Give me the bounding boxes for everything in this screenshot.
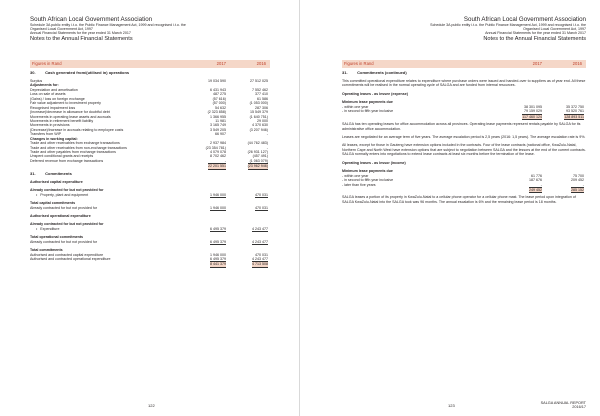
value-2017: 6 431 943: [210, 87, 226, 92]
row-label: Loss on sale of assets: [30, 92, 66, 97]
row-label: Already contracted for but not provided for: [30, 205, 98, 210]
value-2017: 1 946 000: [210, 205, 226, 210]
value-2017: -: [224, 158, 226, 163]
value-2017: (57 000): [212, 101, 226, 106]
row-label: Authorised and contracted capital expenditure: [30, 252, 104, 257]
row-label: Surplus: [30, 79, 43, 83]
value-2017: 61 776: [531, 173, 542, 178]
value-2016: (1 640 751): [249, 114, 268, 119]
value-2016: 4 243 477: [252, 226, 268, 231]
row-label: - later than five years: [342, 182, 376, 187]
row-label: Already contracted for but not provided for: [30, 239, 98, 244]
table-row: [30, 206, 270, 210]
cash-flow-table: [30, 79, 270, 168]
table-row: [30, 227, 270, 231]
table-row: [30, 163, 270, 167]
value-2016: 7 552 462: [252, 87, 268, 92]
value-2017: 117 460 124: [522, 114, 542, 119]
value-2016: 4 243 477: [252, 239, 268, 244]
row-label: Unspent conditional grants and receipts: [30, 154, 94, 159]
bullet-icon: •: [36, 192, 38, 197]
page-header: [30, 16, 280, 42]
row-label: Transfers from WIP: [30, 132, 62, 137]
lessor-table: [342, 174, 586, 192]
value-2016: -: [266, 132, 268, 137]
row-label: Movements in operating lease assets and accruals: [30, 114, 111, 119]
value-2016: 128 893 511: [564, 114, 584, 119]
header-line: Organised Local Government Act, 1997: [523, 27, 586, 32]
year-2017: 2017: [532, 61, 542, 66]
row-label: Authorised and contracted operational expenditure: [30, 257, 111, 261]
value-2017: 187 676: [529, 178, 542, 183]
row-label: Movements in provisions: [30, 123, 70, 128]
section-number: 30.: [30, 70, 36, 75]
lessee-title: Operating leases - as lessee (expense): [342, 91, 408, 96]
subheading-text: Already contracted for but not provided for: [30, 188, 104, 193]
lease-note: SALGA has ten operating leases for office accommodation across all provinces. Operating lease payments represent rentals payable by SALGA for its administrative office accommodation.: [342, 122, 581, 131]
value-2016: -: [266, 145, 268, 150]
value-2017: -: [540, 182, 542, 187]
value-2016: 470 031: [255, 205, 268, 210]
subheading: [30, 180, 270, 184]
lessor-title: Operating leases - as lessor (income): [342, 160, 406, 165]
value-2016: 61 586: [257, 96, 268, 101]
header-line: Schedule 3A public entity i.t.o. the Public Finance Management Act, 1999 and recognised i.t.o. the: [430, 23, 586, 28]
value-2017: 22 201 551: [208, 164, 226, 169]
table-row: [30, 261, 270, 265]
row-label: (Decrease)/increase in accruals relating to employee costs: [30, 127, 124, 132]
value-2016: (1 063 079): [249, 158, 268, 163]
value-2017: 6 495 379: [210, 257, 226, 261]
table-row: [30, 240, 270, 244]
subheading-text: Total commitments: [30, 248, 63, 253]
table-row: [30, 193, 270, 197]
value-2017: 3 549 205: [210, 127, 226, 132]
header-line: Schedule 3A public entity i.t.o. the Public Finance Management Act, 1999 and recognised i.t.o. the: [30, 23, 186, 28]
row-label: (Gains) / loss on foreign exchange: [30, 96, 85, 101]
value-2016: (1 053 000): [249, 101, 268, 106]
section-number: 31.: [30, 170, 36, 176]
value-2016: -: [582, 182, 584, 187]
subheading-text: Authorised operational expenditure: [30, 213, 91, 218]
value-2016: (3 207 946): [249, 127, 268, 132]
value-2017: (57 616): [212, 96, 226, 101]
page-number: 122: [148, 403, 155, 408]
figures-band: [342, 60, 586, 68]
lease-note: Leases are negotiated for an average term of five years. The average escalation period is 2,5 years (2016: 1,5 years). The average escalation rate is 9%.: [342, 135, 586, 139]
table-row: [342, 114, 586, 118]
value-2017: 19 034 590: [208, 79, 226, 83]
row-label: Changes in working capital:: [30, 136, 78, 141]
row-label: [36, 193, 88, 197]
value-2016: 4 243 477: [252, 257, 268, 261]
value-2016: (23 962 946): [247, 164, 268, 169]
section-number: 31.: [342, 70, 348, 75]
value-2017: 487 275: [213, 92, 226, 97]
value-2016: (457 491): [252, 154, 268, 159]
value-2016: 15 549 379: [250, 110, 268, 115]
value-2016: 27 512 025: [250, 79, 268, 83]
value-2017: (2 323 858): [207, 110, 226, 115]
value-2017: (23 354 781): [205, 145, 226, 150]
commitments-note: This committed operational expenditure relates to expenditure where purchase orders were issued and handed-over to suppliers as of year end. All these commitments will be realised in the normal operating cycle of SALGA and are funded from internal resources.: [342, 79, 586, 88]
lease-note: All leases, except for those in Gauteng have extension options included in the contracts. Four of the lease contracts (national office, KwaZulu-Natal, Northern Cape and North West have extension options that are subject to negotiation between SALGA and the lessors at the end of the current contracts. SALGA normally enters into negotiations to extend lease contracts at least six months before the termination of the lease.: [342, 143, 586, 157]
header-line: Annual Financial Statements for the year ended 31 March 2017: [30, 31, 131, 36]
value-2016: 29 000: [257, 118, 268, 123]
value-2017: 8 441 379: [210, 262, 226, 267]
value-2017: 54 632: [215, 105, 226, 110]
header-subtitle: Notes to the Annual Financial Statements: [483, 35, 586, 42]
value-2017: 249 452: [529, 188, 542, 192]
value-2017: 66 907: [215, 132, 226, 137]
row-label: Trade and other receivables from non-exchange transactions: [30, 145, 127, 150]
value-2017: 79 159 029: [524, 109, 542, 114]
commitments-table: [30, 180, 270, 266]
subheading: [30, 214, 270, 218]
report-title: SALGA ANNUAL REPORT: [540, 400, 586, 405]
row-label: Fair value adjustment to investment property: [30, 101, 101, 106]
value-2016: 209 452: [571, 178, 584, 183]
row-label: Depreciation and amortisation: [30, 87, 78, 92]
header-subtitle: Notes to the Annual Financial Statements: [30, 35, 133, 42]
header-line: Organised Local Government Act, 1997: [30, 27, 93, 32]
value-2017: 6 495 379: [210, 239, 226, 244]
subheading-text: Authorised capital expenditure: [30, 179, 83, 184]
row-label: - in second to fifth year inclusive: [342, 178, 394, 183]
subheading-text: Total capital commitments: [30, 201, 76, 206]
year-2016: 2016: [572, 61, 582, 66]
row-label: [36, 227, 59, 231]
value-2016: 377 410: [255, 92, 268, 97]
right-content: [342, 71, 586, 204]
subheading-text: Already contracted for but not provided for: [30, 222, 104, 227]
row-label-text: Property, plant and equipment: [40, 192, 89, 197]
header-line: Annual Financial Statements for the year ended 31 March 2017: [485, 31, 586, 36]
value-2016: 285 152: [571, 188, 584, 192]
row-label: Movements in retirement benefit liability: [30, 118, 94, 123]
value-2016: (44 762 483): [247, 141, 268, 146]
value-2017: 1 946 000: [210, 192, 226, 197]
org-name: South African Local Government Association: [30, 16, 153, 23]
lessee-table: [342, 105, 586, 118]
value-2017: 38 301 095: [524, 104, 542, 109]
value-2016: 4 370 630: [252, 123, 268, 128]
row-label: - within one year: [342, 173, 369, 178]
row-label: Trade and other receivables from exchange transactions: [30, 141, 120, 146]
org-name: South African Local Government Association: [463, 16, 586, 23]
value-2016: (26 931 127): [247, 150, 268, 154]
value-2016: 470 031: [255, 252, 268, 257]
value-2016: 470 031: [255, 192, 268, 197]
lessor-subtitle: Minimum lease payments due: [342, 169, 393, 174]
row-label: Trade and other payables from exchange transactions: [30, 150, 116, 154]
value-2017: 4 079 078: [210, 150, 226, 154]
value-2016: 287 306: [255, 105, 268, 110]
section-title: Commitments (continued): [357, 70, 407, 75]
page-number: 123: [448, 403, 455, 408]
section-title: Commitments: [45, 170, 72, 176]
value-2016: 4 713 508: [252, 262, 268, 267]
value-2016: 35 372 750: [566, 104, 584, 109]
value-2017: 2 937 984: [210, 141, 226, 146]
value-2017: 1 366 955: [210, 114, 226, 119]
value-2017: 11 981: [215, 118, 226, 123]
right-page: [300, 0, 600, 416]
bullet-icon: •: [36, 226, 38, 231]
row-label-text: Expenditure: [40, 226, 60, 231]
subheading-text: Total operational commitments: [30, 235, 84, 240]
section-title: Cash generated from/(utilised in) operations: [45, 70, 130, 75]
year-2017: 2017: [216, 61, 226, 66]
value-2016: 93 520 761: [566, 109, 584, 114]
value-2017: 6 495 379: [210, 226, 226, 231]
row-label: Adjustments for:: [30, 83, 59, 88]
row-label: Deferred revenue from exchange transactions: [30, 158, 104, 163]
value-2017: 8 702 462: [210, 154, 226, 159]
value-2017: 1 946 000: [210, 252, 226, 257]
lessee-subtitle: Minimum lease payments due: [342, 100, 393, 105]
left-content: [30, 71, 270, 266]
figures-band: [30, 60, 270, 68]
value-2017: 3 165 749: [210, 123, 226, 128]
row-label: (Increase)/decrease in allowance for doubtful debt: [30, 110, 110, 115]
row-label: - within one year: [342, 104, 369, 109]
year-2016: 2016: [256, 61, 266, 66]
row-label: - in second to fifth year inclusive: [342, 109, 394, 114]
report-year: 2016/17: [572, 405, 586, 410]
figures-label: Figures in Rand: [32, 61, 62, 66]
report-footer: [541, 401, 586, 410]
lessor-note: SALGA leases a portion of its property in KwaZulu-Natal to a cellular phone operator for a cellular phone mast. The lease period upon integration of SALGA KwaZulu-Natal into the SALGA took was 96 months. The annual escalation is 6% and the remaining lease period is 18 months.: [342, 195, 576, 204]
figures-label: Figures in Rand: [344, 61, 374, 66]
table-row: [342, 187, 586, 191]
value-2016: 75 700: [573, 173, 584, 178]
row-label: Recognised impairment loss: [30, 105, 76, 110]
page-header: [326, 16, 586, 42]
